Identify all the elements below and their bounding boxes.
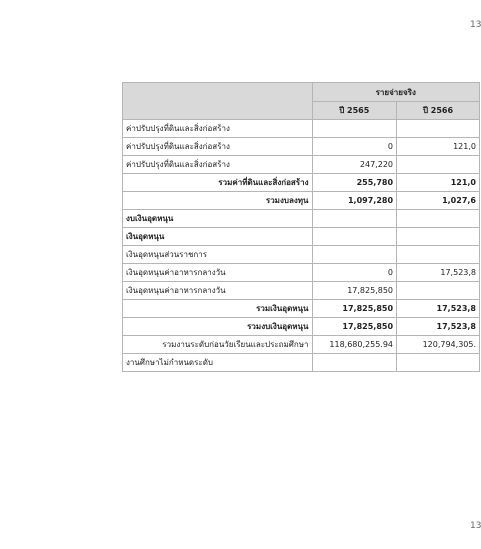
value-2565: 0 [312, 264, 397, 282]
table-row [123, 354, 480, 372]
row-label: ค่าปรับปรุงที่ดินและสิ่งก่อสร้าง [123, 156, 313, 174]
table-row [123, 174, 480, 192]
row-label: งบเงินอุดหนุน [123, 210, 313, 228]
value-2565 [312, 354, 397, 372]
row-label: รวมค่าที่ดินและสิ่งก่อสร้าง [123, 174, 313, 192]
row-label: เงินอุดหนุน [123, 228, 313, 246]
year-header-2565: ปี 2565 [312, 102, 397, 120]
table-row [123, 264, 480, 282]
table-row [123, 210, 480, 228]
row-label: รวมเงินอุดหนุน [123, 300, 313, 318]
row-label: รวมงบเงินอุดหนุน [123, 318, 313, 336]
row-label: รวมงานระดับก่อนวัยเรียนและประถมศึกษา [123, 336, 313, 354]
value-2565: 118,680,255.94 [312, 336, 397, 354]
table-row [123, 228, 480, 246]
table-row [123, 336, 480, 354]
row-label: เงินอุดหนุนส่วนราชการ [123, 246, 313, 264]
table-row [123, 138, 480, 156]
page-number-bottom: 13 [470, 521, 481, 531]
actual-expenditure-header: รายจ่ายจริง [312, 83, 480, 102]
page-number-top: 13 [470, 20, 481, 30]
value-2565 [312, 228, 397, 246]
table-row [123, 246, 480, 264]
value-2566 [397, 210, 480, 228]
value-2565: 247,220 [312, 156, 397, 174]
row-label: ค่าปรับปรุงที่ดินและสิ่งก่อสร้าง [123, 120, 313, 138]
value-2566: 121,0 [397, 138, 480, 156]
value-2566: 121,0 [397, 174, 480, 192]
value-2566 [397, 156, 480, 174]
row-label: เงินอุดหนุนค่าอาหารกลางวัน [123, 282, 313, 300]
value-2566 [397, 228, 480, 246]
table-row [123, 156, 480, 174]
table-row [123, 192, 480, 210]
year-header-2566: ปี 2566 [397, 102, 480, 120]
value-2566: 17,523,8 [397, 318, 480, 336]
value-2566 [397, 246, 480, 264]
table-row [123, 300, 480, 318]
value-2565: 17,825,850 [312, 300, 397, 318]
row-label: งานศึกษาไม่กำหนดระดับ [123, 354, 313, 372]
value-2566: 17,523,8 [397, 264, 480, 282]
row-label: รวมงบลงทุน [123, 192, 313, 210]
row-label: เงินอุดหนุนค่าอาหารกลางวัน [123, 264, 313, 282]
row-label: ค่าปรับปรุงที่ดินและสิ่งก่อสร้าง [123, 138, 313, 156]
table-row [123, 120, 480, 138]
value-2566: 17,523,8 [397, 300, 480, 318]
value-2565: 0 [312, 138, 397, 156]
value-2566 [397, 282, 480, 300]
table-row [123, 282, 480, 300]
value-2565 [312, 246, 397, 264]
value-2565: 255,780 [312, 174, 397, 192]
value-2565 [312, 210, 397, 228]
value-2566 [397, 354, 480, 372]
header-blank-cell [123, 83, 313, 120]
value-2565: 1,097,280 [312, 192, 397, 210]
value-2565: 17,825,850 [312, 282, 397, 300]
value-2565: 17,825,850 [312, 318, 397, 336]
table-row [123, 318, 480, 336]
value-2565 [312, 120, 397, 138]
value-2566: 1,027,6 [397, 192, 480, 210]
value-2566 [397, 120, 480, 138]
value-2566: 120,794,305. [397, 336, 480, 354]
budget-table [122, 82, 480, 372]
